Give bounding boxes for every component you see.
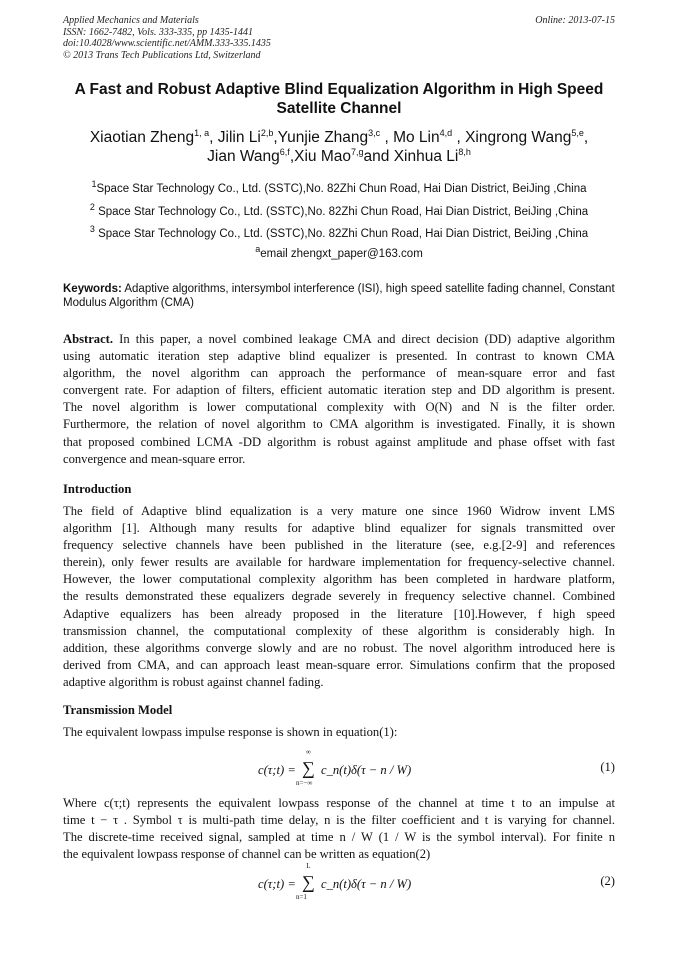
abstract-label: Abstract. (63, 332, 114, 346)
copyright-line: © 2013 Trans Tech Publications Ltd, Switzerland (63, 49, 261, 61)
paper-title: A Fast and Robust Adaptive Blind Equalization Algorithm in High Speed Satellite Channel (74, 81, 604, 117)
author-sup: 5,e (571, 127, 584, 138)
introduction-heading: Introduction (63, 482, 132, 496)
summation-symbol: ∑ ∞ n=−∞ (295, 748, 315, 787)
author-sup: 7,g (351, 146, 364, 157)
equation-2: c(τ;t) = ∑ L n=1 c_n(t)δ(τ − n / W) (2) (258, 862, 615, 901)
affiliation-3: $^3$ Space Star Technology Co., Ltd. (SSTC),No. 82Zhi Chun Road, Hai Dian District, BeiJing ,China (89, 224, 589, 240)
abstract-paragraph: Abstract. In this paper, a novel combined leakage CMA and direct decision (DD) adaptive algorithm using automatic iteration step adaptive blind equalizer is presented. In contrast to known CMA algorithm, the novel algorithm can approach the performance of mean-square error and fast convergent rate. For adaption of filters, efficient automatic iteration step and DD algorithm is present. The novel algorithm is lower computational complexity with O(N) and N is the filter order. Furthermore, the relation of novel algorithm to CMA algorithm is investigated. Finally, it is shown that proposed combined LCMA -DD algorithm is robust against amplitude and phase offset with fast convergence and mean-square error. (63, 332, 615, 466)
author-name: Jilin Li (217, 129, 261, 146)
author-name: Xiu Mao (294, 148, 351, 165)
keywords-label: Keywords: (63, 283, 122, 295)
author-sup: 4,d (439, 127, 453, 138)
online-date: Online: 2013-07-15 (535, 15, 615, 26)
email-line: $^a$email zhengxt_paper@163.com (255, 244, 423, 260)
author-sup: 2,b (260, 127, 274, 138)
author-name: Xiaotian Zheng (89, 129, 195, 146)
affiliation-1: $^1$Space Star Technology Co., Ltd. (SSTC),No. 82Zhi Chun Road, Hai Dian District, BeiJing ,China (91, 179, 587, 195)
author-list: Xiaotian Zheng$^{1, a}$, Jilin Li$^{2,b}$,Yunjie Zhang$^{3,c}$ , Mo Lin$^{4,d}$ , Xingrong Wang$^{5,e}$, Jian Wang$^{6,f}$,Xiu Mao$^{7,g}$and Xinhua Li$^{8,h}$ (89, 127, 589, 165)
issn-line: ISSN: 1662-7482, Vols. 333-335, pp 1435-1441 (63, 26, 253, 38)
author-name: Jian Wang (207, 148, 280, 165)
journal-header (63, 15, 271, 61)
equation-1: c(τ;t) = ∑ ∞ n=−∞ c_n(t)δ(τ − n / W) (1) (258, 748, 615, 787)
summation-symbol: ∑ L n=1 (295, 862, 315, 901)
journal-name: Applied Mechanics and Materials (63, 15, 199, 26)
equation-number: (1) (600, 760, 615, 774)
equation-number: (2) (600, 874, 615, 888)
transmission-paragraph: Where c(τ;t) represents the equivalent lowpass response of the channel at time t to an impulse at time t − τ . Symbol τ is multi-path time delay, n is the filter coefficient and t is varying for channel. The discrete-time received signal, sampled at time n / W (1 / W is the symbol interval). For finite n the equivalent lowpass response of channel can be written as equation(2) (63, 796, 615, 862)
author-name: Xinhua Li (393, 148, 459, 165)
author-name: Mo Lin (393, 129, 440, 146)
keywords-text: Adaptive algorithms, intersymbol interference (ISI), high speed satellite fading channel, Constant Modulus Algorithm (CMA) (63, 283, 615, 309)
affiliation-2: $^2$ Space Star Technology Co., Ltd. (SSTC),No. 82Zhi Chun Road, Hai Dian District, BeiJing ,China (89, 202, 589, 218)
transmission-intro: The equivalent lowpass impulse response is shown in equation(1): (63, 725, 398, 739)
author-name: Xingrong Wang (465, 129, 572, 146)
transmission-model-heading: Transmission Model (63, 703, 173, 717)
author-sup: 1, a (194, 127, 210, 138)
author-sup: 8,h (458, 146, 471, 157)
author-sup: 3,c (368, 127, 381, 138)
doi-line: doi:10.4028/www.scientific.net/AMM.333-335.1435 (63, 38, 271, 49)
keywords-block (63, 283, 615, 310)
author-sup: 6,f (279, 146, 290, 157)
introduction-paragraph: The field of Adaptive blind equalization is a very mature one since 1960 Widrow invent LMS algorithm [1]. Although many results for adaptive blind equalizer for signals transmitted over frequency selective channels have been published in the literature (see, e.g.[2-9] and references therein), only fewer results are available for hardware implementation for frequency-selective channel. However, the lower computational complexity algorithm has been completed in hardware platform, the results demonstrated these equalizers degrade severely in frequency selective channel. Combined Adaptive equalizers has been already proposed in the literature [10].However, f high speed transmission channel, the computational complexity of these algorithm is considerably high. In addition, these algorithms converge slowly and are no robust. The novel algorithm introduced here is derived from CMA, and can approach least mean-square error. Simulations confirm that the proposed adaptive algorithm is robust against channel fading. (63, 504, 615, 689)
author-name: Yunjie Zhang (277, 129, 369, 146)
